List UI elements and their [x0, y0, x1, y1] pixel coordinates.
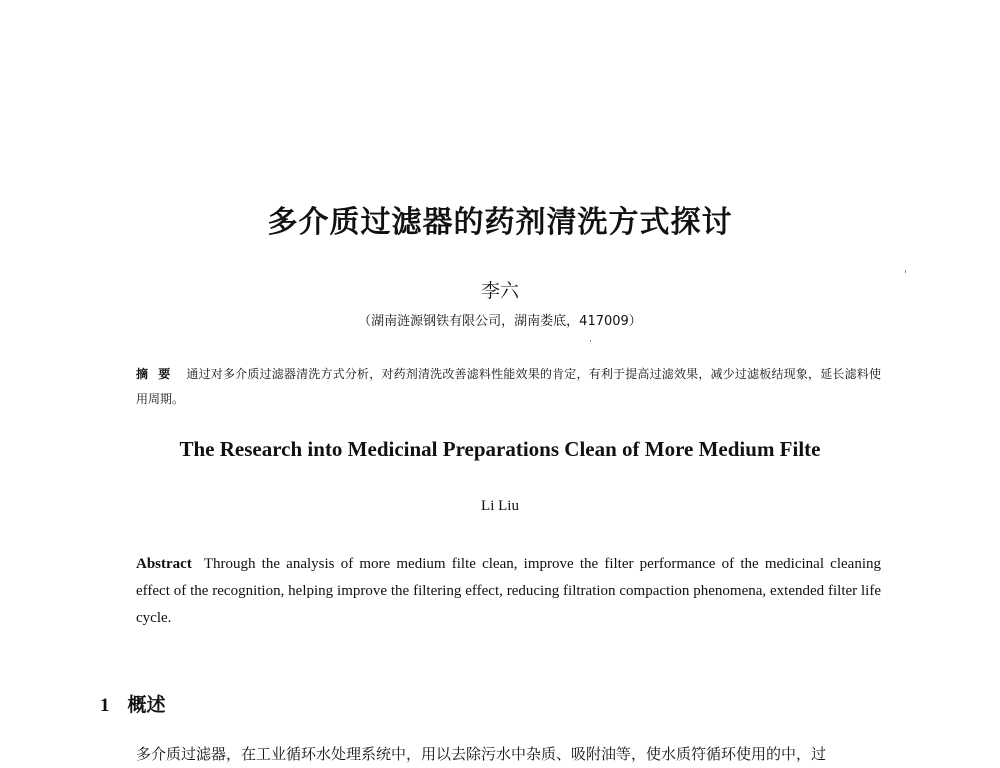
section-number: 1 [100, 695, 110, 716]
body-paragraph: 多介质过滤器，在工业循环水处理系统中，用以去除污水中杂质、吸附油等，使水质符循环使用的中，过 [136, 745, 827, 763]
chinese-title: 多介质过滤器的药剂清洗方式探讨 [267, 205, 733, 240]
section-heading [100, 690, 166, 717]
chinese-abstract-label: 摘要 [136, 367, 181, 381]
scan-speck [590, 340, 591, 342]
chinese-abstract-text: 通过对多介质过滤器清洗方式分析，对药剂清洗改善滤料性能效果的肯定，有利于提高过滤效果，减少过滤板结现象，延长滤料使用周期。 [136, 367, 881, 406]
english-abstract [136, 551, 881, 632]
english-author: Li Liu [481, 498, 519, 514]
scan-speck [905, 270, 906, 273]
chinese-abstract [136, 362, 881, 412]
chinese-author: 李六 [480, 280, 519, 302]
chinese-affiliation: （湖南涟源钢铁有限公司，湖南娄底，417009） [358, 314, 642, 329]
section-title: 概述 [127, 694, 166, 716]
english-title: The Research into Medicinal Preparations Clean of More Medium Filte [179, 437, 821, 461]
english-abstract-label: Abstract [136, 556, 192, 572]
english-abstract-text: Through the analysis of more medium filte clean, improve the filter performance of the medicinal cleaning effect of the recognition, helping improve the filtering effect, reducing filtration compaction phenomena, extended filter life cycle. [136, 556, 881, 626]
